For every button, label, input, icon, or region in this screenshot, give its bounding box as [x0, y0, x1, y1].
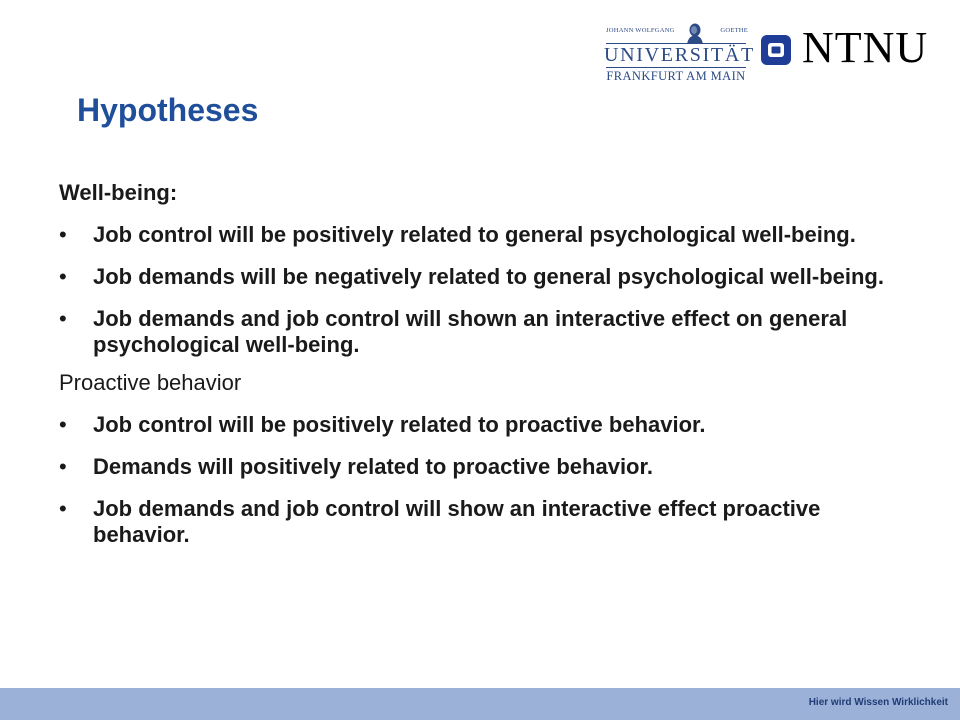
goethe-logo-name: UNIVERSITÄT	[604, 44, 755, 66]
ntnu-logo-text: NTNU	[802, 23, 929, 72]
proactive-behavior-bullet-list	[59, 412, 919, 548]
goethe-logo-top-right: GOETHE	[720, 27, 748, 34]
ntnu-mark-icon	[760, 34, 792, 66]
list-item	[59, 412, 919, 438]
bullet-icon: •	[59, 306, 67, 331]
goethe-portrait-icon	[685, 22, 705, 44]
section-heading-well-being: Well-being:	[59, 180, 178, 205]
list-item-text: Job demands and job control will shown an interactive effect on general psychological well-being.	[93, 306, 848, 357]
footer-bar	[0, 688, 960, 720]
ntnu-logo	[760, 23, 940, 72]
list-item-text: Job control will be positively related to general psychological well-being.	[93, 222, 856, 247]
list-item-text: Demands will positively related to proactive behavior.	[93, 454, 653, 479]
goethe-logo-city: FRANKFURT AM MAIN	[606, 69, 746, 83]
goethe-university-logo	[604, 22, 755, 88]
slide-body	[59, 180, 919, 564]
goethe-logo-rule-bottom	[606, 67, 746, 68]
section-heading-proactive-behavior: Proactive behavior	[59, 370, 242, 395]
footer-tagline: Hier wird Wissen Wirklichkeit	[808, 697, 948, 708]
bullet-icon: •	[59, 496, 67, 521]
slide-title: Hypotheses	[77, 92, 259, 128]
list-item	[59, 496, 919, 548]
list-item-text: Job demands will be negatively related to general psychological well-being.	[93, 264, 884, 289]
goethe-logo-top-left: JOHANN WOLFGANG	[606, 27, 675, 34]
list-item-text: Job control will be positively related to proactive behavior.	[93, 412, 706, 437]
list-item	[59, 264, 919, 290]
bullet-icon: •	[59, 412, 67, 437]
goethe-logo-topline	[604, 27, 748, 37]
bullet-icon: •	[59, 222, 67, 247]
bullet-icon: •	[59, 454, 67, 479]
bullet-icon: •	[59, 264, 67, 289]
list-item	[59, 454, 919, 480]
list-item	[59, 306, 919, 358]
well-being-bullet-list	[59, 222, 919, 358]
list-item-text: Job demands and job control will show an interactive effect proactive behavior.	[93, 496, 821, 547]
list-item	[59, 222, 919, 248]
